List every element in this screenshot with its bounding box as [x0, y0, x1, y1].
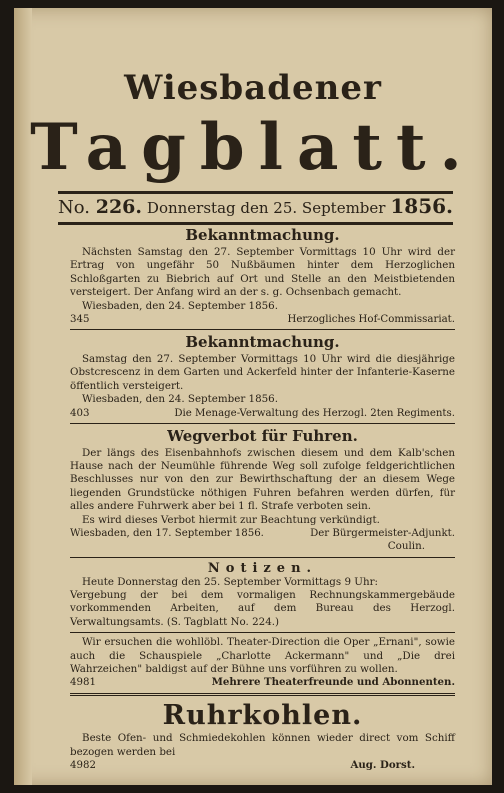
notizen-line-2: Vergebung der bei dem vormaligen Rechnungskammergebäude vorkommenden Arbeiten, auf dem Bureau des Herzogl. Verwaltungsamts. (S. Tagblatt No. 224.)	[70, 588, 455, 628]
issue-number-value: 226.	[95, 196, 143, 218]
notice-hofcommissariat	[70, 226, 455, 326]
notice-footline	[70, 527, 455, 540]
notice-place-date: Wiesbaden, den 17. September 1856.	[70, 528, 264, 540]
notice-body: Samstag den 27. September Vormittags 10 Uhr wird die diesjährige Obstcrescenz in dem Garten und Ackerfeld hinter der Infanterie-Kaserne öffentlich versteigert.	[70, 353, 455, 392]
notice-place-date: Wiesbaden, den 24. September 1856.	[82, 299, 278, 312]
notice-signature-name: Coulin.	[387, 540, 425, 553]
notizen-title: Notizen.	[207, 560, 318, 576]
notizen-line-1: Heute Donnerstag den 25. September Vormittags 9 Uhr:	[82, 575, 378, 588]
notice-footline	[70, 313, 455, 326]
notice-title: Bekanntmachung.	[185, 226, 340, 244]
notice-number: 403	[70, 407, 90, 419]
notice-wegverbot	[70, 427, 455, 554]
ruhrkohlen-signature: Aug. Dorst.	[350, 759, 415, 772]
masthead-top: Wiesbadener	[124, 68, 382, 108]
notice-title: Bekanntmachung.	[185, 333, 340, 352]
ruhrkohlen-title: Ruhrkohlen.	[162, 700, 363, 732]
ruhrkohlen-number: 4982	[70, 760, 96, 772]
issue-date: Donnerstag den 25. September	[146, 199, 386, 217]
issue-line	[58, 194, 453, 220]
masthead-rule-bottom	[58, 222, 453, 225]
divider	[70, 632, 455, 633]
notice-title: Wegverbot für Fuhren.	[167, 426, 358, 445]
divider	[70, 693, 455, 696]
divider	[70, 423, 455, 424]
notice-body: Der längs des Eisenbahnhofs zwischen diesem und dem Kalb'schen Hause nach der Neumühle führende Weg soll zufolge feldgerichtlichen Beschlusses nur von den zur Bewirthschaftung der an diesem Wege liegenden Grundstücke nöthigen Fuhren befahren werden dürfen, für alles andere Fuhrwerk aber bei 1 fl. Strafe verboten sein.	[70, 446, 455, 513]
issue-prefix: No.	[58, 197, 90, 218]
content-column	[70, 226, 455, 772]
issue-year: 1856.	[390, 194, 453, 218]
issue-number	[58, 196, 142, 218]
ruhrkohlen-body: Beste Ofen- und Schmiedekohlen können wieder direct vom Schiff bezogen werden bei	[70, 732, 455, 758]
notizen-section	[70, 561, 455, 630]
theater-number: 4981	[70, 677, 96, 689]
notice-footline	[70, 407, 455, 420]
theater-footline	[70, 676, 455, 689]
ruhrkohlen-ad	[70, 700, 455, 772]
divider	[70, 329, 455, 330]
theater-notice	[70, 636, 455, 689]
newspaper-page	[14, 8, 492, 785]
notice-signature: Die Menage-Verwaltung des Herzogl. 2ten Regiments.	[174, 407, 455, 419]
notice-place-date: Wiesbaden, den 24. September 1856.	[82, 393, 278, 406]
notice-signature: Herzogliches Hof-Commissariat.	[287, 314, 455, 326]
divider	[70, 557, 455, 558]
notice-number: 345	[70, 314, 90, 326]
theater-body: Wir ersuchen die wohllöbl. Theater-Direction die Oper „Ernani", sowie auch die Schauspiele „Charlotte Ackermann" und „Die drei Wahrzeichen" baldigst auf der Bühne uns vorführen zu wollen.	[70, 636, 455, 675]
notice-signature: Der Bürgermeister-Adjunkt.	[310, 528, 455, 540]
ruhrkohlen-footline	[70, 759, 455, 772]
notice-body: Nächsten Samstag den 27. September Vormittags 10 Uhr wird der Ertrag von ungefähr 50 Nußbäumen hinter dem Herzoglichen Schloßgarten zu Biebrich auf Ort und Stelle an den Meistbietenden versteigert. Der Anfang wird an der s. g. Ochsenbach gemacht.	[70, 246, 455, 299]
masthead-main: Tagblatt.	[30, 110, 476, 185]
notice-menage	[70, 333, 455, 420]
notice-body-2: Es wird dieses Verbot hiermit zur Beachtung verkündigt.	[82, 513, 380, 526]
theater-signature: Mehrere Theaterfreunde und Abonnenten.	[211, 676, 455, 689]
